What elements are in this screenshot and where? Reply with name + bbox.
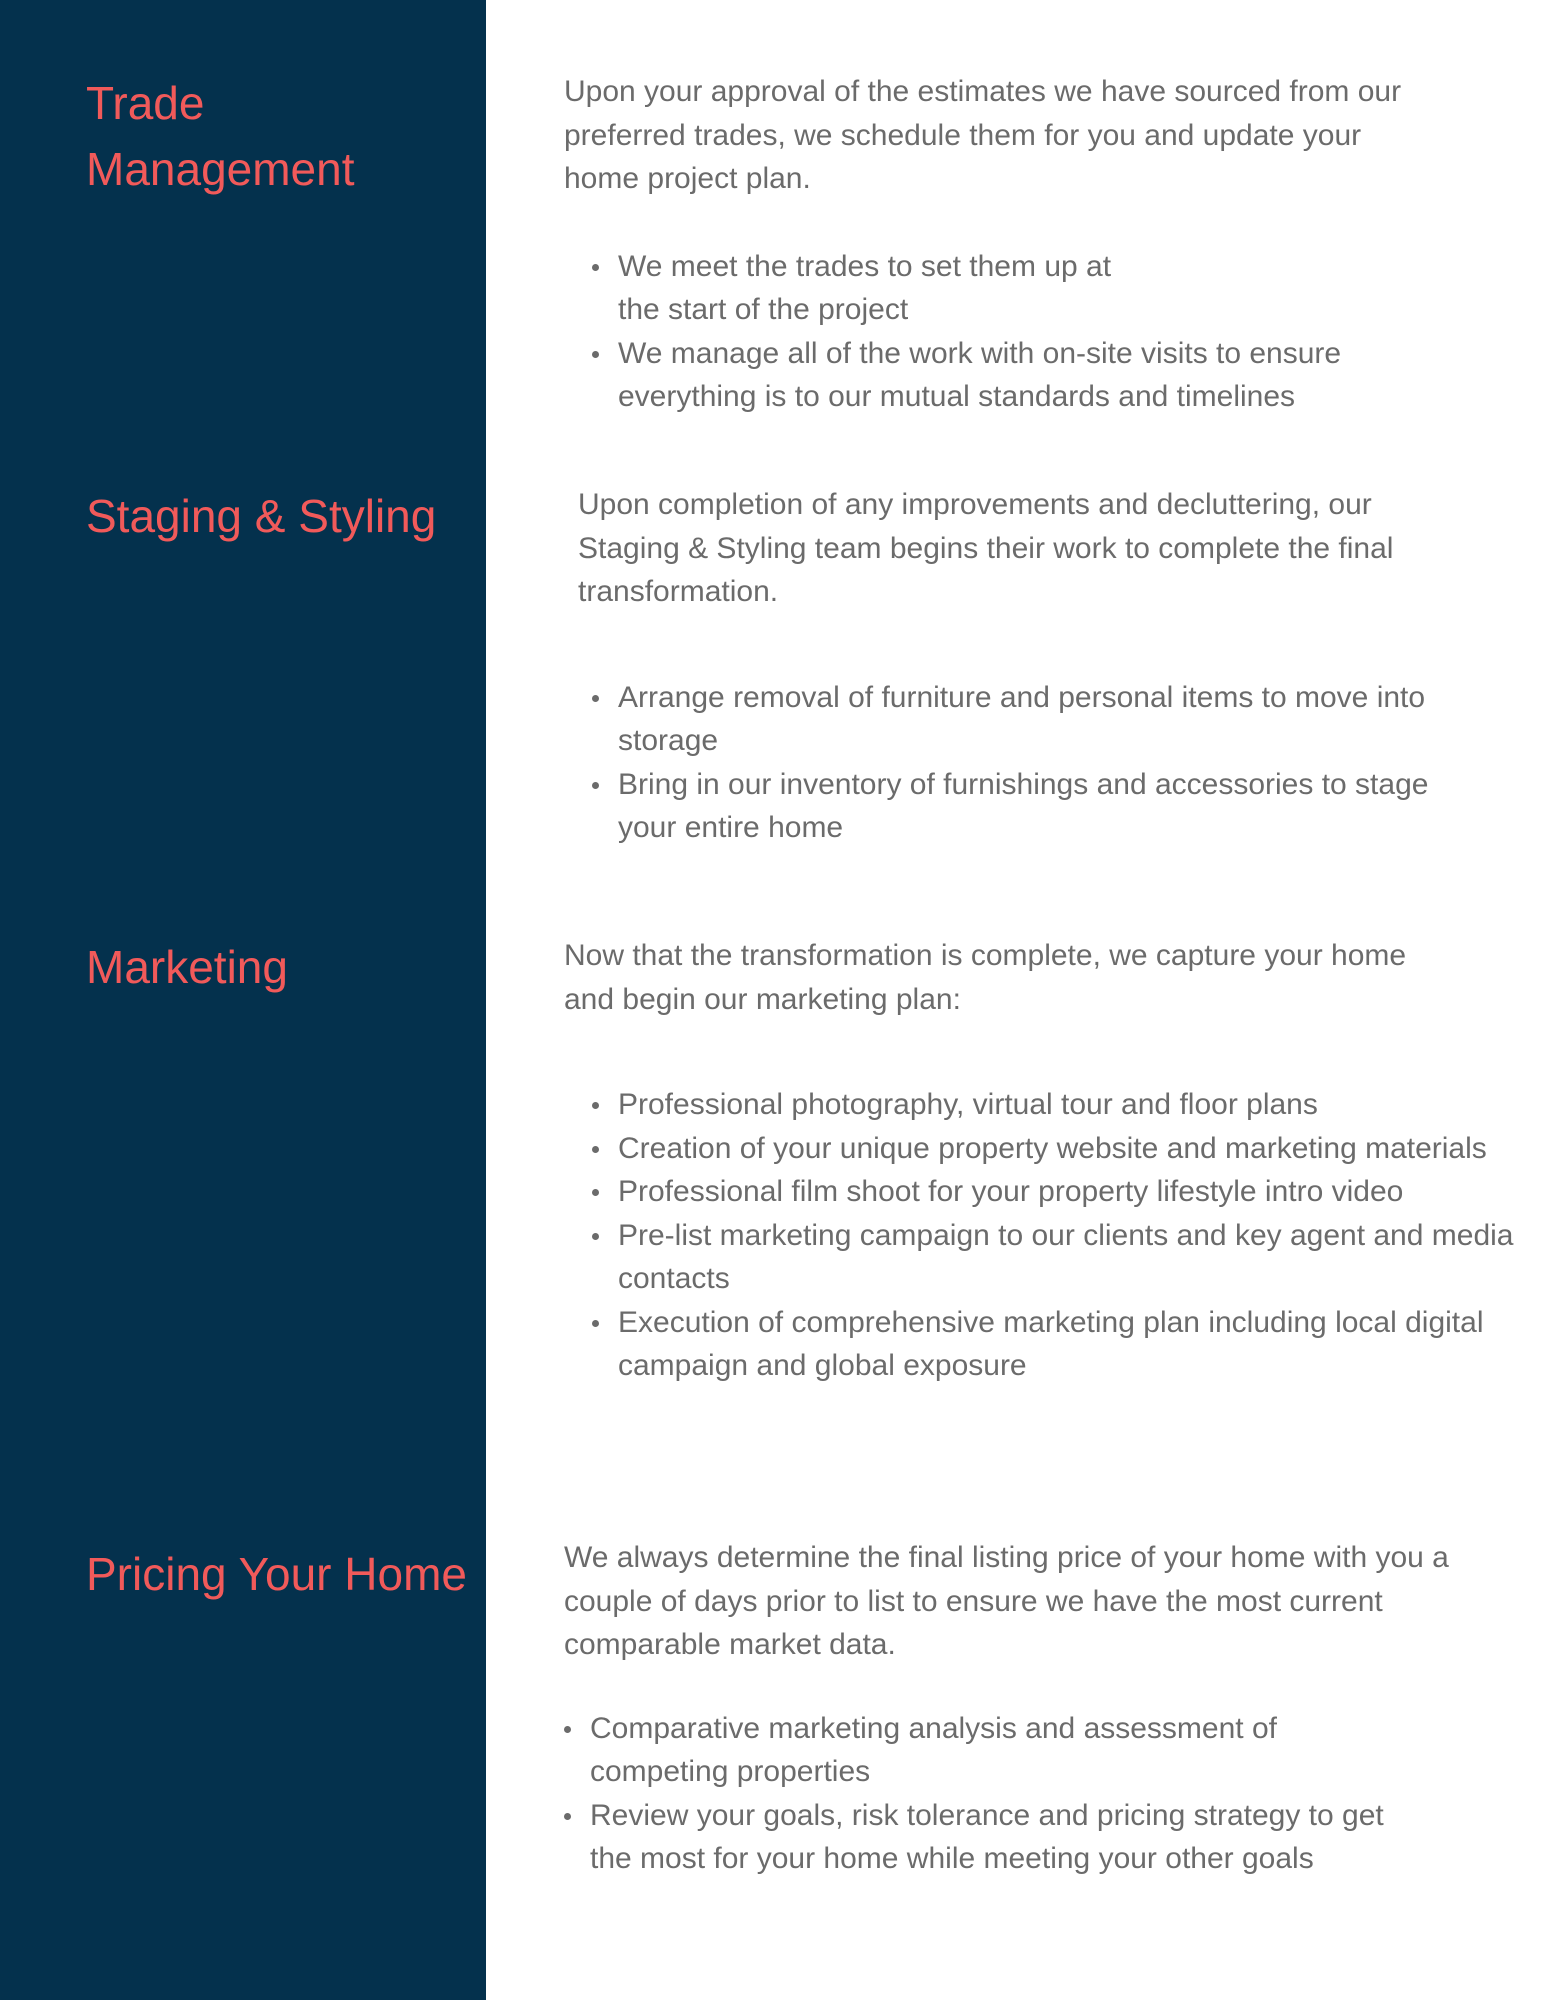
intro-marketing: Now that the transformation is complete, we capture your home and begin our marketing plan: <box>564 939 1407 1016</box>
bullet-icon <box>592 351 599 358</box>
list-item <box>564 1127 1538 1171</box>
bullet-icon <box>592 782 599 789</box>
sidebar-panel <box>0 0 486 2000</box>
list-item-text: Pre-list marketing campaign to our clients and key agent and media contacts <box>618 1218 1514 1295</box>
section-staging-styling <box>578 483 1444 850</box>
list-item-text: Review your goals, risk tolerance and pricing strategy to get the most for your home while meeting your other goals <box>590 1798 1384 1875</box>
list-item <box>564 763 1444 850</box>
list-item <box>564 1214 1524 1301</box>
section-marketing <box>564 934 1524 1388</box>
list-item-text: Creation of your unique property website and marketing materials <box>618 1131 1487 1165</box>
heading-trade-management: Trade Management <box>86 77 355 195</box>
bullet-icon <box>592 1146 599 1153</box>
list-item-text: Execution of comprehensive marketing plan including local digital campaign and global exposure <box>618 1305 1484 1382</box>
bullet-icon <box>592 695 599 702</box>
list-item-text: Professional film shoot for your property lifestyle intro video <box>618 1175 1404 1208</box>
bullet-icon <box>592 1189 599 1196</box>
bullet-icon <box>564 1813 571 1820</box>
bullet-icon <box>592 264 599 271</box>
list-item <box>564 1301 1518 1388</box>
list-item-text: Professional photography, virtual tour and floor plans <box>618 1088 1318 1121</box>
list-item <box>564 1707 1390 1794</box>
list-item <box>564 1170 1524 1214</box>
bullet-icon <box>592 1320 599 1327</box>
list-item <box>564 1794 1430 1881</box>
intro-staging-styling: Upon completion of any improvements and decluttering, our Staging & Styling team begins their work to complete the final transformation. <box>578 488 1394 608</box>
heading-marketing: Marketing <box>86 941 288 993</box>
bullet-list-trade-management <box>564 245 1384 419</box>
list-item <box>564 332 1384 419</box>
list-item-text: We manage all of the work with on-site visits to ensure everything is to our mutual standards and timelines <box>618 336 1342 413</box>
list-item <box>564 1083 1524 1127</box>
section-trade-management <box>564 70 1444 419</box>
bullet-icon <box>592 1102 599 1109</box>
bullet-icon <box>564 1726 571 1733</box>
intro-pricing-your-home: We always determine the final listing price of your home with you a couple of days prior to list to ensure we have the most current comparable market data. <box>564 1541 1449 1661</box>
bullet-icon <box>592 1233 599 1240</box>
bullet-list-staging-styling <box>564 676 1444 850</box>
bullet-list-marketing <box>564 1083 1524 1388</box>
list-item <box>564 245 1148 332</box>
list-item-text: Bring in our inventory of furnishings and accessories to stage your entire home <box>618 767 1429 844</box>
intro-trade-management: Upon your approval of the estimates we have sourced from our preferred trades, we schedule them for you and update your home project plan. <box>564 75 1402 195</box>
bullet-list-pricing-your-home <box>564 1707 1424 1881</box>
section-pricing-your-home <box>564 1536 1464 1881</box>
heading-staging-styling: Staging & Styling <box>86 490 437 542</box>
heading-pricing-your-home: Pricing Your Home <box>86 1548 467 1600</box>
list-item-text: Comparative marketing analysis and assessment of competing properties <box>590 1711 1277 1788</box>
list-item <box>564 676 1444 763</box>
list-item-text: We meet the trades to set them up at the start of the project <box>618 249 1112 326</box>
list-item-text: Arrange removal of furniture and personal items to move into storage <box>618 680 1426 757</box>
